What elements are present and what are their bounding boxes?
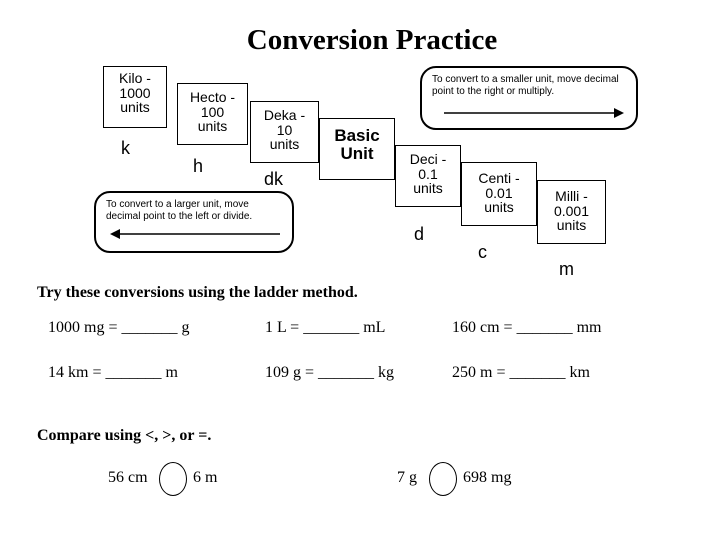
arrow-left-icon: [110, 229, 280, 239]
step-units: units: [269, 136, 300, 153]
step-value: 0.01: [485, 184, 513, 201]
abbr-deka: dk: [264, 169, 284, 189]
step-name: Milli -: [555, 188, 588, 204]
step-value: 100: [200, 103, 225, 120]
problem-item: 250 m = _______ km: [452, 364, 590, 381]
step-units: units: [197, 118, 228, 135]
ladder-step-milli: [537, 180, 606, 244]
step-name: Deci -: [409, 151, 447, 167]
step-units: units: [556, 217, 587, 234]
abbr-centi: c: [478, 242, 487, 262]
ladder-step-centi: [461, 162, 537, 226]
ladder-step-basic-unit: [319, 118, 395, 180]
step-name: Centi -: [478, 170, 520, 186]
ladder-step-deci: [395, 145, 461, 207]
ladder-step-hecto: [177, 83, 248, 145]
note-larger-unit: [94, 191, 294, 253]
note-text: To convert to a larger unit, move decimal point to the left or divide.: [106, 199, 253, 222]
problem-item: 14 km = _______ m: [48, 364, 178, 381]
problem-item: 109 g = _______ kg: [265, 364, 395, 381]
abbr-kilo: k: [121, 138, 130, 158]
compare-heading: Compare using <, >, or =.: [37, 427, 212, 444]
compare-left: 56 cm: [108, 469, 148, 486]
step-units: units: [120, 99, 150, 116]
step-value: 10: [276, 121, 293, 138]
ladder-step-deka: [250, 101, 319, 163]
instructions: Try these conversions using the ladder method.: [37, 284, 358, 301]
abbr-hecto: h: [193, 156, 204, 176]
step-units: units: [484, 199, 514, 216]
step-value: 1000: [119, 84, 151, 101]
step-value: 0.1: [418, 165, 438, 182]
ladder-step-kilo: [103, 66, 167, 128]
note-smaller-unit: [420, 66, 638, 130]
problem-item: 1000 mg = _______ g: [48, 319, 190, 336]
step-value: 0.001: [553, 202, 590, 219]
step-name: Basic: [334, 126, 380, 145]
compare-right: 698 mg: [463, 469, 512, 486]
abbr-deci: d: [414, 224, 425, 244]
compare-right: 6 m: [193, 469, 218, 486]
compare-answer-circle[interactable]: [159, 462, 187, 496]
note-text: To convert to a smaller unit, move decimal point to the right or multiply.: [432, 74, 619, 97]
step-name: Hecto -: [189, 89, 236, 105]
step-name: Deka -: [263, 107, 306, 123]
step-units: units: [413, 180, 443, 197]
arrow-right-icon: [444, 108, 624, 118]
problem-item: 1 L = _______ mL: [265, 319, 386, 336]
step-value: Unit: [340, 143, 374, 163]
page-title: Conversion Practice: [246, 24, 498, 56]
compare-left: 7 g: [397, 469, 417, 486]
problem-item: 160 cm = _______ mm: [452, 319, 602, 336]
compare-answer-circle[interactable]: [429, 462, 457, 496]
step-name: Kilo -: [119, 70, 151, 86]
abbr-milli: m: [559, 259, 574, 279]
